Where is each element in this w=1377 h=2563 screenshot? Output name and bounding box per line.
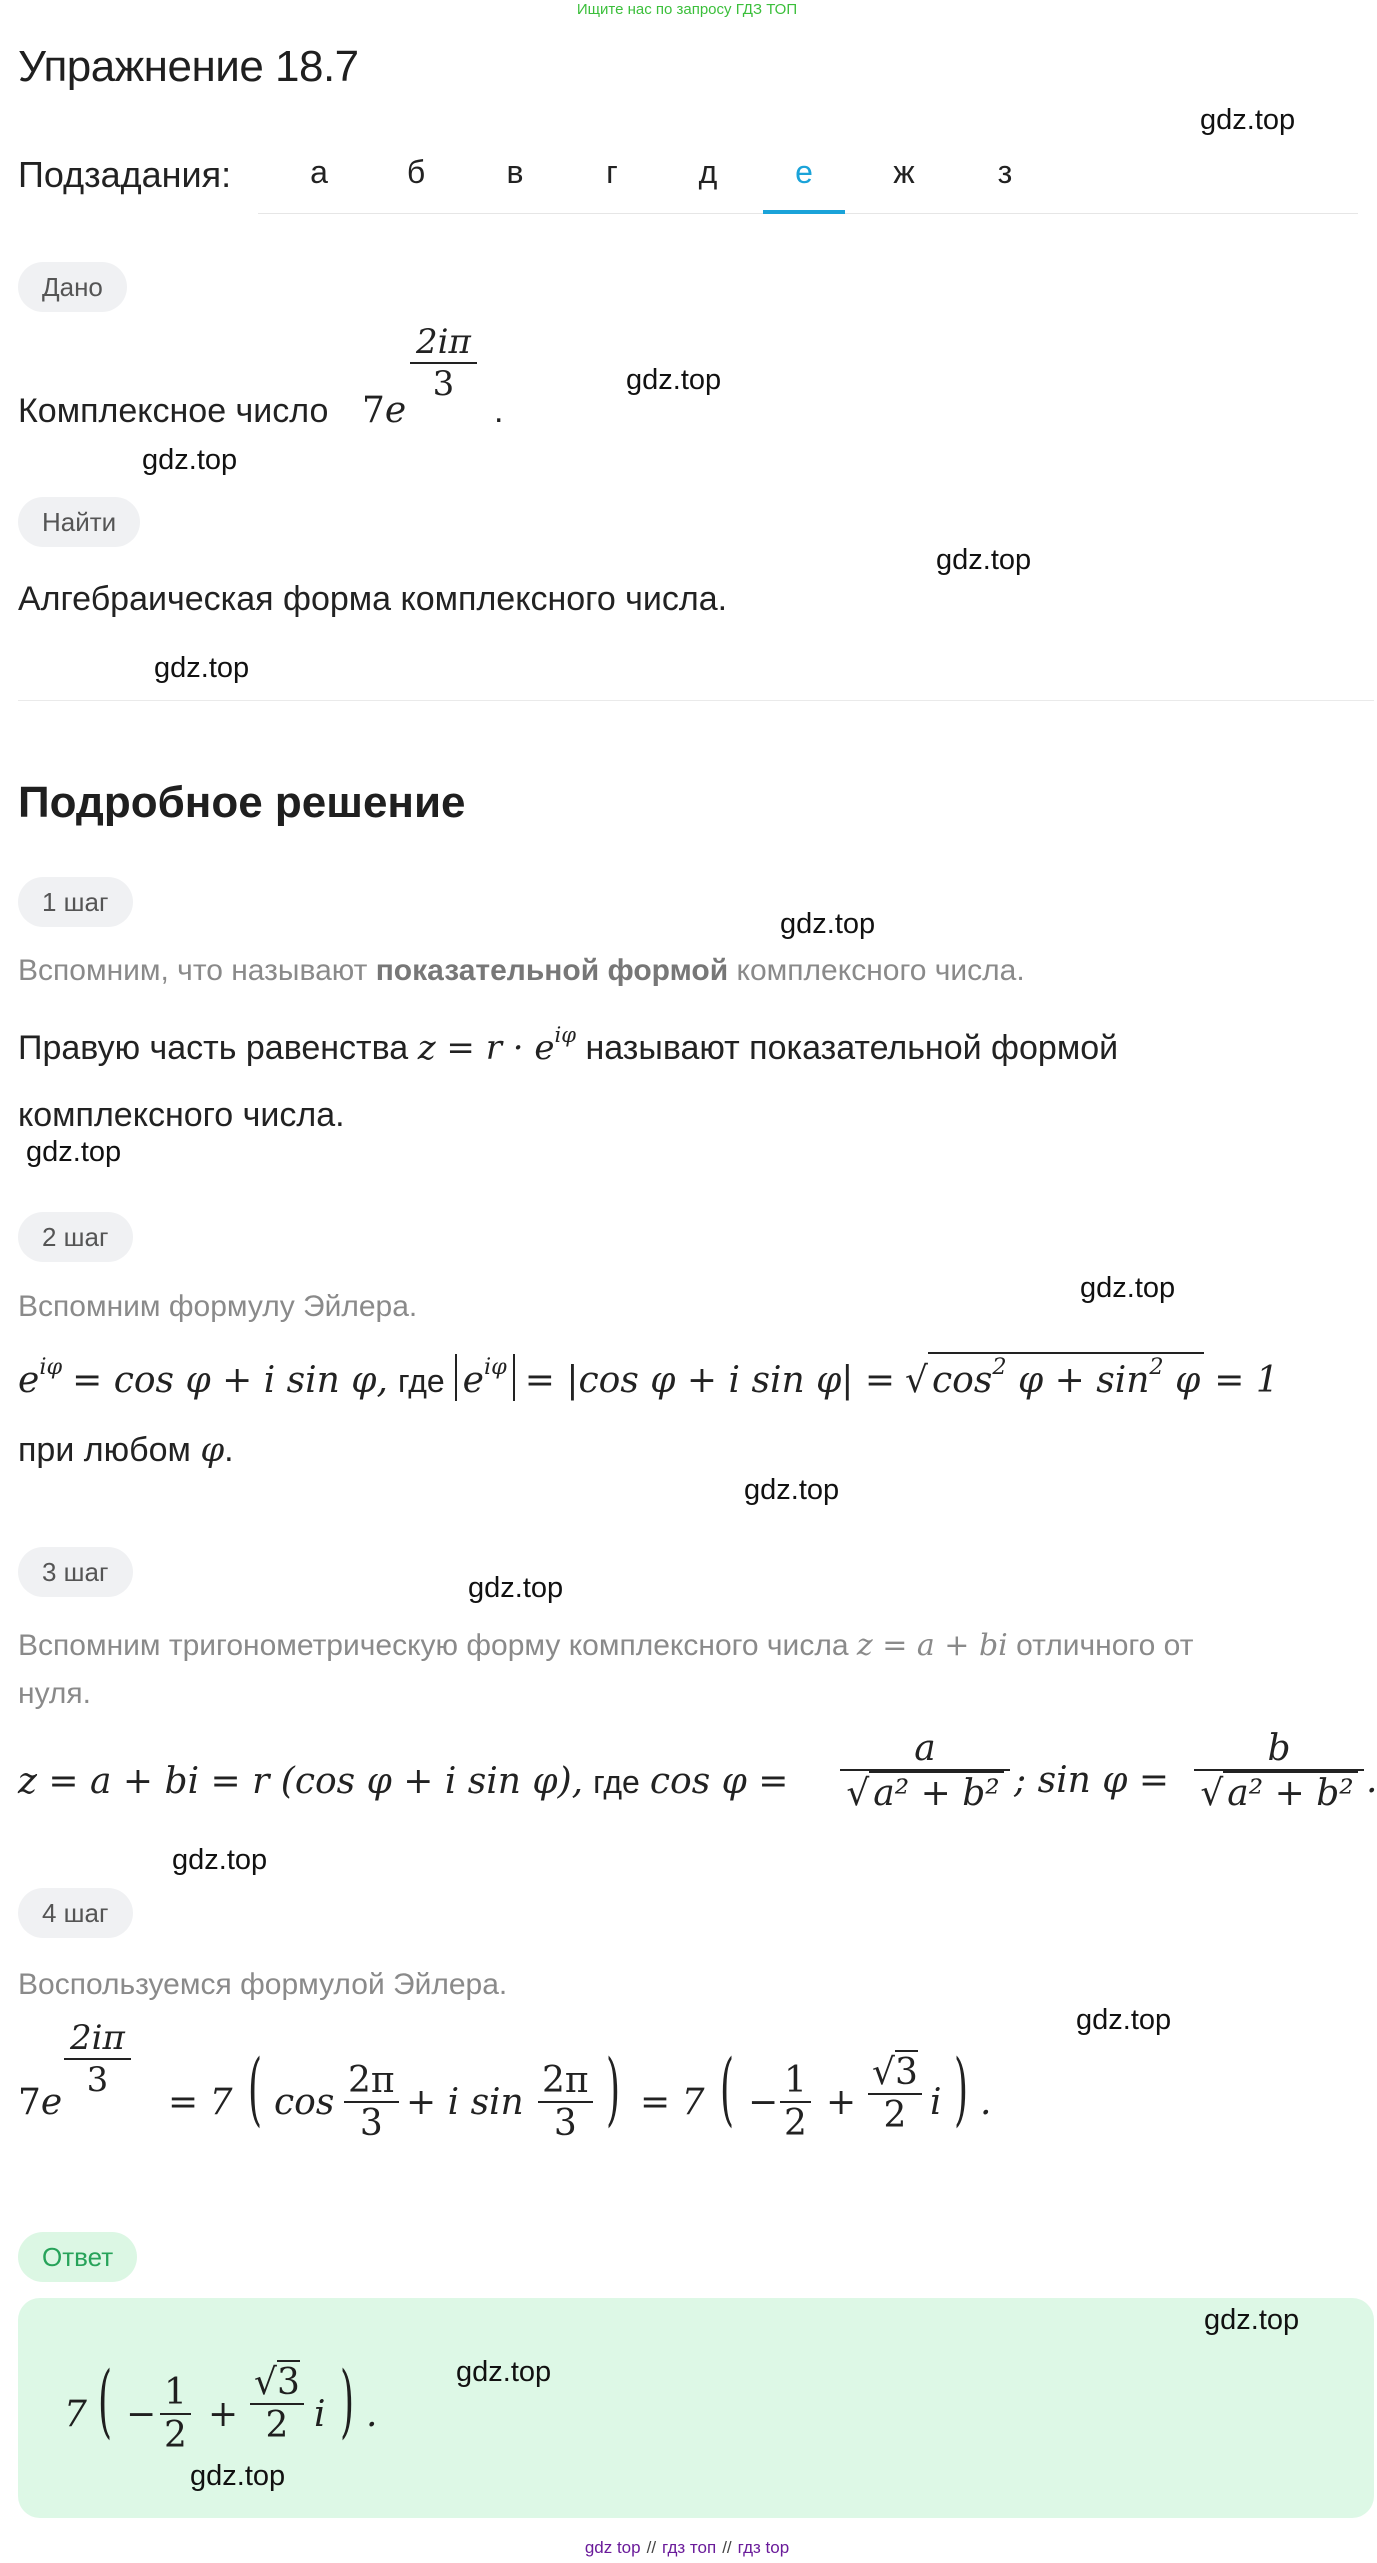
answer-half-den: 2 (164, 2415, 187, 2456)
step4-paren-close2: ) (954, 2045, 969, 2136)
step2-where: где (397, 1362, 445, 1399)
step2-line2-prefix: при любом (18, 1431, 191, 1469)
step4-root3-num: 3 (894, 2052, 918, 2093)
answer-plus: + (208, 2394, 239, 2435)
tab-v[interactable]: в (506, 154, 524, 190)
given-prefix: Комплексное число (18, 392, 329, 430)
watermark: gdz.top (1200, 104, 1296, 136)
step2-mid: = cos φ + i sin φ, (72, 1359, 388, 1401)
step4-paren-open1: ( (248, 2045, 263, 2136)
step4-ang2-den: 3 (553, 2103, 577, 2144)
step2-left (18, 1354, 63, 1401)
step1-hint-bold: показательной формой (375, 954, 729, 987)
step2-left-base: e (18, 1359, 40, 1401)
step4-minus: − (748, 2082, 779, 2123)
step3-hint-line2: нуля. (18, 1677, 91, 1710)
watermark: gdz.top (1080, 1272, 1176, 1304)
step1-line2: комплексного числа. (18, 1096, 345, 1134)
step4-eq1: = 7 (168, 2082, 233, 2123)
page-title: Упражнение 18.7 (18, 42, 359, 91)
step2-abs (455, 1354, 515, 1401)
given-exponent (410, 322, 477, 404)
step4-ang2 (538, 2060, 593, 2144)
footer-link-1[interactable]: gdz top (584, 2538, 641, 2557)
footer-sep: // (646, 2538, 657, 2557)
step1-formula (417, 1022, 577, 1068)
tab-z[interactable]: з (997, 154, 1013, 190)
tab-b[interactable]: б (406, 154, 426, 190)
step4-half (780, 2060, 811, 2144)
step3-sin-label: sin φ = (1037, 1760, 1170, 1801)
subtask-tabs (258, 150, 1358, 214)
step1-hint-before: Вспомним, что называют (18, 954, 368, 987)
step4-ang1-num: 2π (344, 2060, 399, 2103)
step2-sqrt-c: φ (1175, 1359, 1201, 1401)
top-banner: Ищите нас по запросу ГДЗ ТОП (576, 1, 798, 18)
answer-end: . (366, 2394, 378, 2435)
step2-abs-sup: iφ (483, 1354, 507, 1380)
step3-hint-formula: z = a + bi (856, 1628, 1008, 1663)
step2-end: = 1 (1214, 1359, 1279, 1401)
step3-hint-after: отличного от (1016, 1629, 1194, 1662)
step2-line2-var: φ (200, 1430, 225, 1470)
find-text: Алгебраическая форма комплексного числа. (18, 580, 728, 618)
step3-cos-den: a² + b² (869, 1771, 1003, 1814)
step2-sq1: 2 (992, 1354, 1007, 1380)
tab-e[interactable]: е (763, 150, 845, 214)
divider (18, 700, 1374, 701)
watermark: gdz.top (936, 544, 1032, 576)
step3-hint (18, 1628, 1193, 1663)
step4-left (18, 2082, 62, 2123)
watermark: gdz.top (1076, 2004, 1172, 2036)
step4-root3-den: 2 (883, 2095, 907, 2136)
step4-ang2-num: 2π (538, 2060, 593, 2103)
watermark: gdz.top (154, 652, 250, 684)
tab-a[interactable]: а (310, 154, 328, 190)
step2-hint: Вспомним формулу Эйлера. (18, 1290, 418, 1323)
watermark: gdz.top (744, 1474, 840, 1506)
find-chip: Найти (18, 497, 140, 547)
step2-sq2: 2 (1149, 1354, 1164, 1380)
step2-abs-rest: = |cos φ + i sin φ| = (524, 1359, 896, 1401)
watermark: gdz.top (190, 2460, 286, 2492)
step4-paren-close1: ) (606, 2045, 621, 2136)
given-suffix: . (494, 392, 504, 430)
watermark: gdz.top (142, 444, 238, 476)
step2-chip: 2 шаг (18, 1212, 133, 1262)
watermark: gdz.top (26, 1136, 122, 1168)
step2-sqrt-b: φ + sin (1017, 1359, 1150, 1401)
step2-formula (18, 1352, 1279, 1401)
step3-cos-frac (840, 1728, 1010, 1814)
answer-i: i (314, 2394, 326, 2435)
step2-left-sup: iφ (39, 1354, 63, 1380)
given-base: e (384, 390, 407, 431)
step4-plus: + (826, 2082, 857, 2123)
tab-zh[interactable]: ж (893, 154, 915, 190)
step3-sin-frac (1194, 1728, 1364, 1814)
step4-ang1 (344, 2060, 399, 2144)
step2-line2-suffix: . (224, 1431, 234, 1469)
answer-paren-open: ( (98, 2357, 113, 2448)
answer-root3-den: 2 (265, 2405, 289, 2446)
footer-link-3[interactable]: гдз top (737, 2538, 790, 2557)
step3-formula-main-wrap (18, 1760, 788, 1802)
step3-sep: ; (1014, 1760, 1027, 1801)
answer-half (160, 2372, 191, 2456)
step4-root3-num-wrap: √3 (868, 2052, 922, 2095)
step2-sqrt (928, 1352, 1204, 1401)
step4-cos: cos (274, 2082, 335, 2123)
watermark: gdz.top (468, 1572, 564, 1604)
step3-mid-wrap (1014, 1760, 1169, 1801)
answer-minus: − (126, 2394, 157, 2435)
tab-d[interactable]: д (698, 154, 718, 190)
step4-hint: Воспользуемся формулой Эйлера. (18, 1968, 508, 2001)
step4-end: . (980, 2082, 992, 2123)
answer-half-num: 1 (160, 2372, 191, 2415)
step1-line1-suffix: называют показательной формой (585, 1028, 1119, 1067)
answer-root3-num-wrap: √3 (250, 2362, 304, 2405)
step4-base: e (40, 2082, 63, 2123)
step3-chip: 3 шаг (18, 1547, 133, 1597)
footer-link-2[interactable]: гдз топ (662, 2538, 717, 2557)
step4-root3 (868, 2052, 922, 2136)
step4-coef: 7 (18, 2082, 41, 2123)
watermark: gdz.top (780, 908, 876, 940)
step1-hint (18, 954, 1025, 988)
step3-cos-num: a (840, 1728, 1010, 1771)
step1-hint-after: комплексного числа. (736, 954, 1025, 987)
watermark: gdz.top (1204, 2304, 1300, 2336)
step3-sin-den-wrap: √ a² + b² (1194, 1771, 1364, 1814)
step4-paren-open2: ( (720, 2045, 735, 2136)
step1-line1-prefix: Правую часть равенства (18, 1028, 409, 1067)
footer (0, 2538, 1374, 2558)
step4-chip: 4 шаг (18, 1888, 133, 1938)
subtasks-bar (18, 150, 1358, 214)
step2-sqrt-a: cos (932, 1359, 993, 1401)
step3-sin-den: a² + b² (1223, 1771, 1357, 1814)
watermark: gdz.top (626, 364, 722, 396)
sqrt-sign: √ (905, 1359, 928, 1401)
step1-formula-sup: iφ (554, 1022, 577, 1047)
step4-exp-den: 3 (86, 2060, 109, 2100)
step3-main: z = a + bi = r (cos φ + i sin φ), (18, 1761, 584, 1802)
step4-eq2: = 7 (640, 2082, 705, 2123)
step4-plus-isin: + i sin (406, 2082, 524, 2123)
step3-end: . (1366, 1760, 1377, 1801)
step4-exponent (64, 2018, 131, 2100)
step3-sin-num: b (1194, 1728, 1364, 1771)
tab-g[interactable]: г (606, 154, 618, 190)
step4-half-num: 1 (780, 2060, 811, 2103)
step3-cos-den-wrap: √ a² + b² (840, 1771, 1010, 1814)
step1-line1 (18, 1022, 1118, 1068)
step4-i: i (930, 2082, 942, 2123)
watermark: gdz.top (456, 2356, 552, 2388)
watermark: gdz.top (172, 1844, 268, 1876)
step1-formula-body: z = r · e (417, 1027, 555, 1068)
step3-where: где (593, 1764, 640, 1800)
step2-abs-base: e (462, 1359, 484, 1401)
given-coef: 7 (362, 390, 385, 431)
given-chip: Дано (18, 262, 127, 312)
solution-title: Подробное решение (18, 778, 466, 827)
step4-half-den: 2 (784, 2103, 807, 2144)
step1-chip: 1 шаг (18, 877, 133, 927)
answer-root3-num: 3 (276, 2362, 300, 2403)
given-exp-den: 3 (432, 364, 455, 404)
step4-exp-num: 2iπ (64, 2018, 131, 2060)
footer-sep: // (722, 2538, 732, 2557)
step3-hint-before: Вспомним тригонометрическую форму комплексного числа (18, 1629, 849, 1662)
answer-root3 (250, 2362, 304, 2446)
answer-coef: 7 (64, 2394, 87, 2435)
subtasks-label: Подзадания: (18, 154, 232, 195)
step4-ang1-den: 3 (359, 2103, 383, 2144)
step3-cos-label: cos φ = (649, 1761, 789, 1802)
answer-paren-close: ) (340, 2357, 355, 2448)
step2-line2 (18, 1430, 234, 1470)
given-exp-num: 2iπ (410, 322, 477, 364)
answer-chip: Ответ (18, 2232, 137, 2282)
